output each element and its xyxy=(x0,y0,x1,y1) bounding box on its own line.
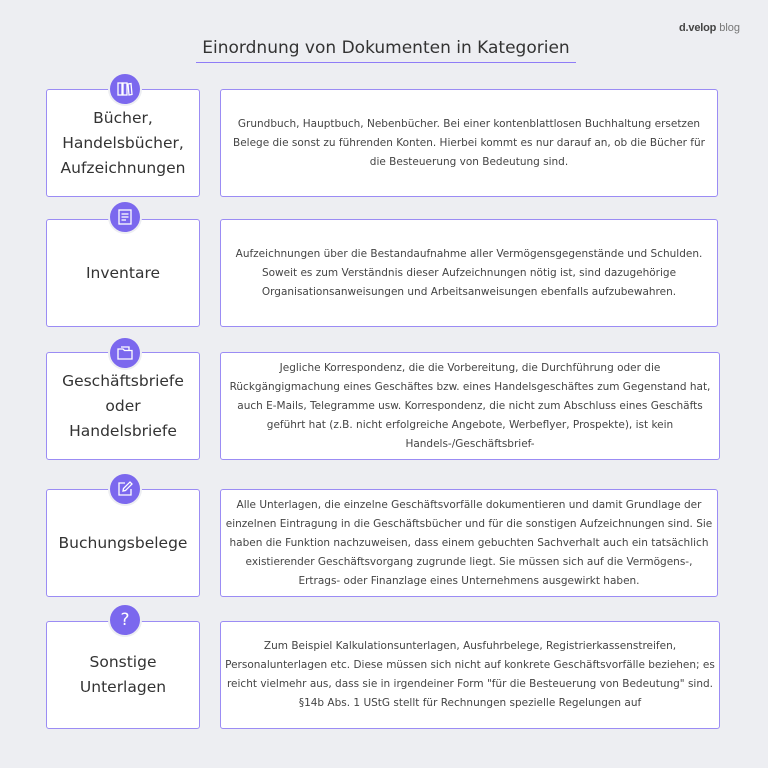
brand-suffix: blog xyxy=(719,22,740,34)
category-label: Buchungsbelege xyxy=(58,533,188,552)
brand-logo xyxy=(679,22,740,34)
page-title: Einordnung von Dokumenten in Kategorien xyxy=(196,38,576,63)
category-description-box xyxy=(220,352,720,460)
category-label: Inventare xyxy=(85,263,161,282)
category-label: Geschäftsbriefe oder Handelsbriefe xyxy=(62,371,184,440)
question-mark-icon: ? xyxy=(108,603,142,637)
category-description: Aufzeichnungen über die Bestandaufnahme aller Vermögensgegenstände und Schulden. Soweit es zum Verständnis dieser Aufzeichnungen nötig ist, sind dazugehörige Organisationsanweisungen und Arbeitsanweisungen ebenfalls aufzubewahren. xyxy=(235,247,703,298)
category-description-box xyxy=(220,621,720,729)
books-icon xyxy=(108,72,142,106)
category-description-box xyxy=(220,89,718,197)
category-label: Sonstige Unterlagen xyxy=(79,653,167,696)
letter-folder-icon xyxy=(108,336,142,370)
category-description: Grundbuch, Hauptbuch, Nebenbücher. Bei einer kontenblattlosen Buchhaltung ersetzen Belege die sonst zu führenden Konten. Hierbei kommt es nur darauf an, ob die Bücher für die Besteuerung von Bedeutung sind. xyxy=(233,117,705,168)
category-description: Alle Unterlagen, die einzelne Geschäftsvorfälle dokumentieren und damit Grundlage der einzelnen Eintragung in die Geschäftsbücher und für die sonstigen Aufzeichnungen sind. Sie haben die Funktion nachzuweisen, dass einem gebuchten Sachverhalt auch ein tatsächlich existierender Geschäftsvorgang zugrunde liegt. Sie müssen sich auf die Vermögens-, Ertrags- oder Finanzlage eines Unternehmens ausgewirkt haben. xyxy=(225,498,713,587)
category-description: Zum Beispiel Kalkulationsunterlagen, Ausfuhrbelege, Registrierkassenstreifen, Personalunterlagen etc. Diese müssen sich nicht auf konkrete Geschäftsvorfälle beziehen; es reicht vielmehr aus, dass sie in irgendeiner Form "für die Besteuerung von Bedeutung" sind. §14b Abs. 1 UStG stellt für Rechnungen spezielle Regelungen auf xyxy=(225,640,715,709)
edit-document-icon xyxy=(108,472,142,506)
category-label-box xyxy=(46,621,200,729)
category-description: Jegliche Korrespondenz, die die Vorbereitung, die Durchführung oder die Rückgängigmachung eines Geschäftes bzw. eines Handelsgeschäftes zum Gegenstand hat, auch E-Mails, Telegramme usw. Korrespondenz, die nicht zum Abschluss eines Geschäfts geführt hat (z.B. nicht erfolgreiche Angebote, Werbeflyer, Prospekte), ist kein Handels-/Geschäftsbrief- xyxy=(229,361,711,450)
category-description-box xyxy=(220,219,718,327)
inventory-list-icon xyxy=(108,200,142,234)
brand-name: d.velop xyxy=(679,22,717,34)
category-label: Bücher, Handelsbücher, Aufzeichnungen xyxy=(60,108,186,177)
category-label-box xyxy=(46,219,200,327)
category-description-box xyxy=(220,489,718,597)
